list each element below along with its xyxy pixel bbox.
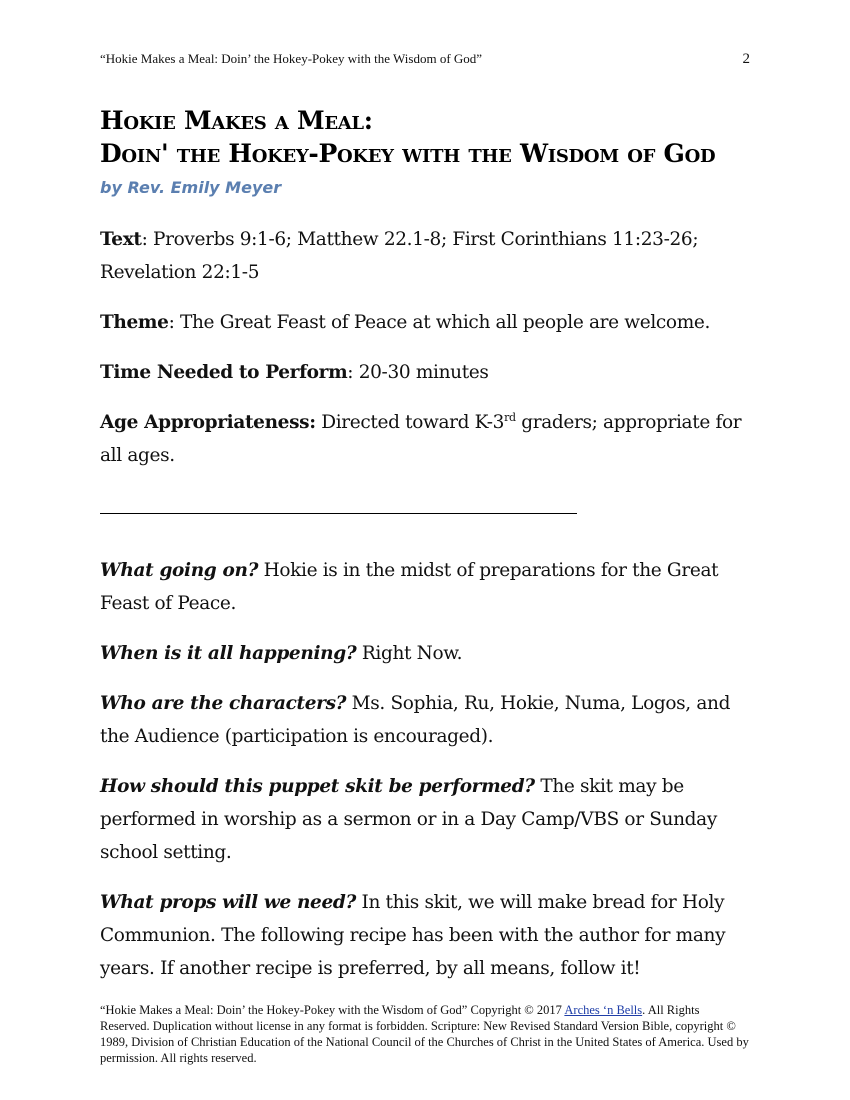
question-answer: In this skit, we will make bread for Holy Communion. The following recipe has been with the author for many years. If another recipe is preferred, by all means, follow it! [100,892,726,979]
age-value-after: graders; appropriate for all ages. [100,412,742,466]
title-line-1: Hokie Makes a Meal: [100,106,373,135]
copyright-footer [100,1002,750,1066]
question-answer: Ms. Sophia, Ru, Hokie, Numa, Logos, and the Audience (participation is encouraged). [100,693,731,747]
text-label: Text [100,229,142,250]
question-item [100,886,760,985]
footer-text-before: “Hokie Makes a Meal: Doin’ the Hokey-Pokey with the Wisdom of God” Copyright © 2017 [100,1003,565,1017]
question-answer: Hokie is in the midst of preparations for the Great Feast of Peace. [100,560,719,614]
question-label: How should this puppet skit be performed? [100,776,535,797]
time-label: Time Needed to Perform [100,362,348,383]
question-item [100,637,760,670]
running-header: “Hokie Makes a Meal: Doin’ the Hokey-Pokey with the Wisdom of God” [100,51,483,66]
document-title [100,104,760,170]
question-answer: Right Now. [356,643,463,664]
theme-label: Theme [100,312,169,333]
time-value: : 20-30 minutes [347,362,489,383]
theme-value: : The Great Feast of Peace at which all people are welcome. [168,312,711,333]
question-item [100,770,760,869]
age-field [100,406,760,472]
age-label: Age Appropriateness: [100,412,316,433]
arches-n-bells-link[interactable]: Arches ‘n Bells [564,1003,643,1017]
page-number: 2 [742,51,750,67]
time-field [100,356,760,389]
question-label: What props will we need? [100,892,356,913]
author-byline: by Rev. Emily Meyer [100,178,282,197]
question-label: What going on? [100,560,259,581]
age-superscript: rd [504,411,516,424]
text-field [100,223,760,289]
question-item [100,687,760,753]
section-divider [100,513,577,514]
question-item [100,554,760,620]
question-label: Who are the characters? [100,693,347,714]
title-line-2: Doin' the Hokey-Pokey with the Wisdom of God [100,139,716,168]
question-answer: The skit may be performed in worship as a sermon or in a Day Camp/VBS or Sunday school setting. [100,776,717,863]
question-label: When is it all happening? [100,643,357,664]
document-body [100,223,760,1002]
age-value-before: Directed toward K-3 [315,412,505,433]
theme-field [100,306,760,339]
footer-text-after: . All Rights Reserved. Duplication without license in any format is forbidden. Scripture: New Revised Standard Version Bible, copyright © 1989, Division of Christian Education of the National Council of the Churches of Christ in the United States of America. Used by permission. All rights reserved. [100,1003,749,1065]
text-value: : Proverbs 9:1-6; Matthew 22.1-8; First Corinthians 11:23-26; Revelation 22:1-5 [100,229,699,283]
